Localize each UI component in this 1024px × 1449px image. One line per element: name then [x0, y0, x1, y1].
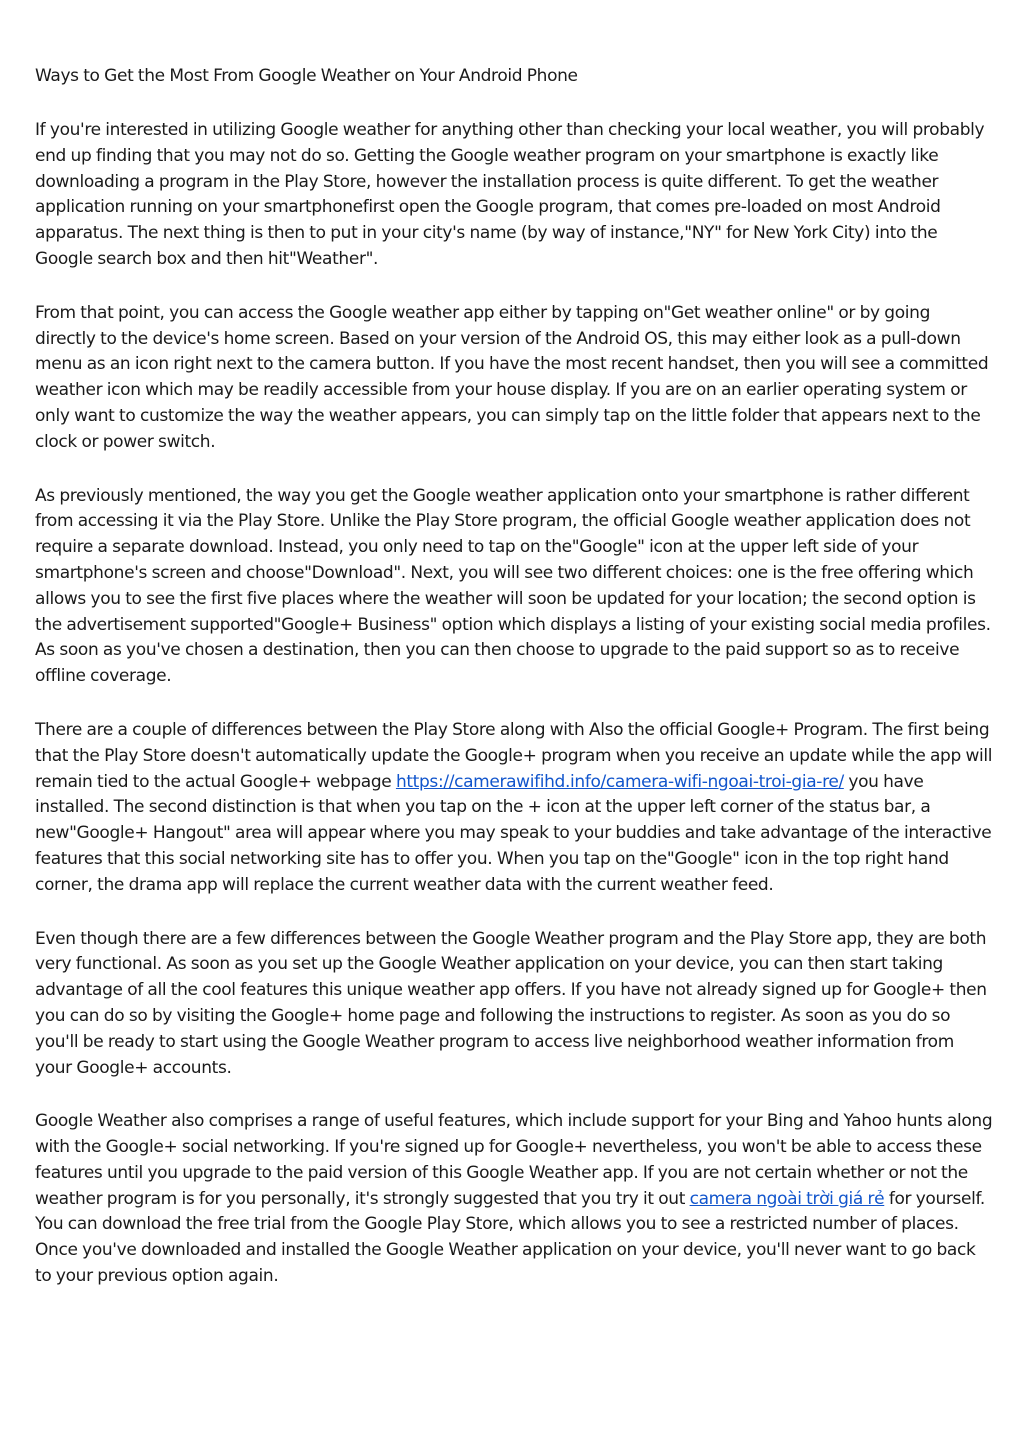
paragraph-1: If you're interested in utilizing Google weather for anything other than checking your local weather, you will probably end up finding that you may not do so. Getting the Google weather program on your smartphone is exactly like downloading a program in the Play Store, however the installation process is quite different. To get the weather application running on your smartphonefirst open the Google program, that comes pre-loaded on most Android apparatus. The next thing is then to put in your city's name (by way of instance,"NY" for New York City) into the Google search box and then hit"Weather". — [35, 120, 985, 269]
paragraph-6-text-after: for yourself. You can download the free trial from the Google Play Store, which allows you to see a restricted number of places. Once you've downloaded and installed the Google Weather application on your device, you'll never want to go back to your previous option again. — [35, 1188, 985, 1287]
document-page — [35, 62, 995, 1318]
camera-wifi-url-link[interactable]: https://camerawifihd.info/camera-wifi-ngoai-troi-gia-re/ — [395, 771, 844, 792]
paragraph-6 — [35, 1109, 995, 1290]
paragraph-2: From that point, you can access the Google weather app either by tapping on"Get weather online" or by going directly to the device's home screen. Based on your version of the Android OS, this may either look as a pull-down menu as an icon right next to the camera button. If you have the most recent handset, then you will see a committed weather icon which may be readily accessible from your house display. If you are on an earlier operating system or only want to customize the way the weather appears, you can simply tap on the little folder that appears next to the clock or power switch. — [35, 302, 989, 452]
paragraph-4-text-before: There are a couple of differences between the Play Store along with Also the official Google+ Program. The first being that the Play Store doesn't automatically update the Google+ program when you receive an update while the app will remain tied to the actual Google+ webpage — [35, 719, 993, 792]
paragraph-6-text-before: Google Weather also comprises a range of useful features, which include support for your Bing and Yahoo hunts along with the Google+ social networking. If you're signed up for Google+ nevertheless, you won't be able to access these features until you upgrade to the paid version of this Google Weather app. If you are not certain whether or not the weather program is for you personally, it's strongly suggested that you try it out — [35, 1111, 993, 1209]
paragraph-5: Even though there are a few differences between the Google Weather program and the Play Store app, they are both very functional. As soon as you set up the Google Weather application on your device, you can then start taking advantage of all the cool features this unique weather app offers. If you have not already signed up for Google+ then you can do so by visiting the Google+ home page and following the instructions to register. As soon as you do so you'll be ready to start using the Google Weather program to access live neighborhood weather information from your Google+ accounts. — [35, 928, 987, 1078]
document-title: Ways to Get the Most From Google Weather on Your Android Phone — [35, 66, 578, 86]
camera-outdoor-link[interactable]: camera ngoài trời giá rẻ — [689, 1188, 885, 1209]
paragraph-3: As previously mentioned, the way you get the Google weather application onto your smartphone is rather different from accessing it via the Play Store. Unlike the Play Store program, the official Google weather application does not require a separate download. Instead, you only need to tap on the"Google" icon at the upper left side of your smartphone's screen and choose"Download". Next, you will see two different choices: one is the free offering which allows you to see the first five places where the weather will soon be updated for your location; the second option is the advertisement supported"Google+ Business" option which displays a listing of your existing social media profiles. As soon as you've chosen a destination, then you can then choose to upgrade to the paid support so as to receive offline coverage. — [35, 485, 991, 687]
paragraph-4 — [35, 718, 995, 899]
paragraph-4-text-after: you have installed. The second distinction is that when you tap on the + icon at the upper left corner of the status bar, a new"Google+ Hangout" area will appear where you may speak to your buddies and take advantage of the interactive features that this social networking site has to offer you. When you tap on the"Google" icon in the top right hand corner, the drama app will replace the current weather data with the current weather feed. — [35, 771, 992, 895]
